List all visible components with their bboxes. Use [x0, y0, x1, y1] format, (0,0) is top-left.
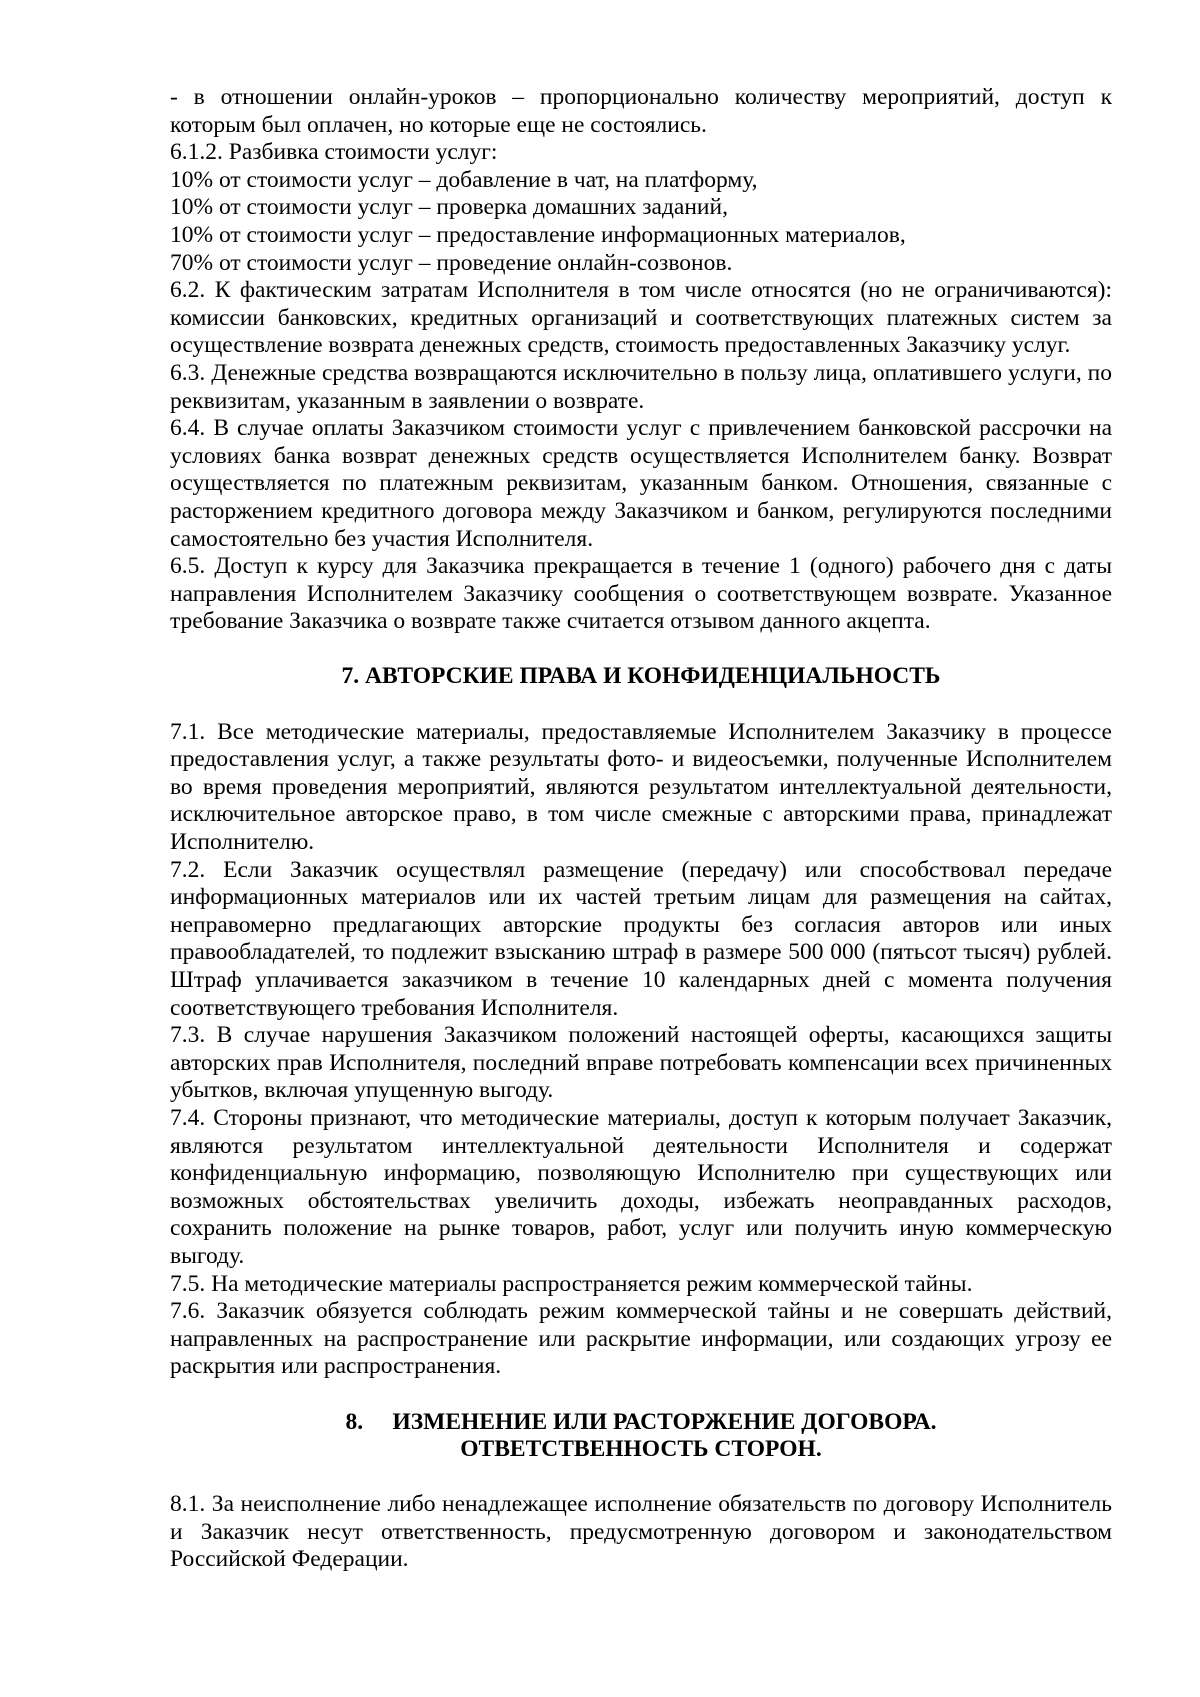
clause-6-1-2-item-info-materials: 10% от стоимости услуг – предоставление информационных материалов,: [170, 221, 906, 248]
clause-6-1-2-item-online-calls: 70% от стоимости услуг – проведение онлайн-созвонов.: [170, 249, 733, 276]
document-content: [170, 84, 1112, 1574]
clause-6-1-2-item-chat-platform: 10% от стоимости услуг – добавление в чат, на платформу,: [170, 166, 758, 193]
clause-6-4: 6.4. В случае оплаты Заказчиком стоимости услуг с привлечением банковской рассрочки на условиях банка возврат денежных средств осуществляется Исполнителем банку. Возврат осуществляется по платежным реквизитам, указанным банком. Отношения, связанные с расторжением кредитного договора между Заказчиком и банком, регулируются последними самостоятельно без участия Исполнителя.: [170, 415, 1112, 552]
section-8-heading-line1: 8. ИЗМЕНЕНИЕ ИЛИ РАСТОРЖЕНИЕ ДОГОВОРА.: [345, 1408, 937, 1435]
clause-6-1-2-title: 6.1.2. Разбивка стоимости услуг:: [170, 139, 498, 166]
clause-7-1: 7.1. Все методические материалы, предоставляемые Исполнителем Заказчику в процессе предоставления услуг, а также результаты фото- и видеосъемки, полученные Исполнителем во время проведения мероприятий, являются результатом интеллектуальной деятельности, исключительное авторское право, в том числе смежные с авторскими права, принадлежат Исполнителю.: [170, 718, 1112, 856]
clause-7-6: 7.6. Заказчик обязуется соблюдать режим коммерческой тайны и не совершать действий, направленных на распространение или раскрытие информации, или создающих угрозу ее раскрытия или распространения.: [170, 1298, 1112, 1380]
section-8-heading: [170, 1409, 1112, 1464]
clause-online-lessons-refund: - в отношении онлайн-уроков – пропорционально количеству мероприятий, доступ к которым был оплачен, но которые еще не состоялись.: [170, 84, 1112, 138]
clause-6-3: 6.3. Денежные средства возвращаются исключительно в пользу лица, оплатившего услуги, по реквизитам, указанным в заявлении о возврате.: [170, 359, 1112, 414]
clause-7-4: 7.4. Стороны признают, что методические материалы, доступ к которым получает Заказчик, являются результатом интеллектуальной деятельности Исполнителя и содержат конфиденциальную информацию, позволяющую Исполнителю при существующих или возможных обстоятельствах увеличить доходы, избежать неоправданных расходов, сохранить положение на рынке товаров, работ, услуг или получить иную коммерческую выгоду.: [170, 1104, 1112, 1269]
clause-8-1: 8.1. За неисполнение либо ненадлежащее исполнение обязательств по договору Исполнитель и Заказчик несут ответственность, предусмотренную договором и законодательством Российской Федерации.: [170, 1491, 1112, 1573]
section-8-heading-line2: ОТВЕТСТВЕННОСТЬ СТОРОН.: [460, 1436, 822, 1463]
clause-7-5: 7.5. На методические материалы распространяется режим коммерческой тайны.: [170, 1270, 973, 1297]
clause-7-2: 7.2. Если Заказчик осуществлял размещение (передачу) или способствовал передаче информационных материалов или их частей третьим лицам для размещения на сайтах, неправомерно предлагающих авторские продукты без согласия авторов или иных правообладателей, то подлежит взысканию штраф в размере 500 000 (пятьсот тысяч) рублей. Штраф уплачивается заказчиком в течение 10 календарных дней с момента получения соответствующего требования Исполнителя.: [170, 856, 1112, 1021]
clause-6-2: 6.2. К фактическим затратам Исполнителя в том числе относятся (но не ограничиваются): комиссии банковских, кредитных организаций и соответствующих платежных систем за осуществление возврата денежных средств, стоимость предоставленных Заказчику услуг.: [170, 277, 1112, 359]
clause-7-3: 7.3. В случае нарушения Заказчиком положений настоящей оферты, касающихся защиты авторских прав Исполнителя, последний вправе потребовать компенсации всех причиненных убытков, включая упущенную выгоду.: [170, 1022, 1112, 1104]
clause-6-5: 6.5. Доступ к курсу для Заказчика прекращается в течение 1 (одного) рабочего дня с даты направления Исполнителем Заказчику сообщения о соответствующем возврате. Указанное требование Заказчика о возврате также считается отзывом данного акцепта.: [170, 553, 1112, 635]
clause-6-1-2-item-homework-check: 10% от стоимости услуг – проверка домашних заданий,: [170, 194, 728, 221]
section-7-heading: 7. АВТОРСКИЕ ПРАВА И КОНФИДЕНЦИАЛЬНОСТЬ: [341, 663, 941, 690]
